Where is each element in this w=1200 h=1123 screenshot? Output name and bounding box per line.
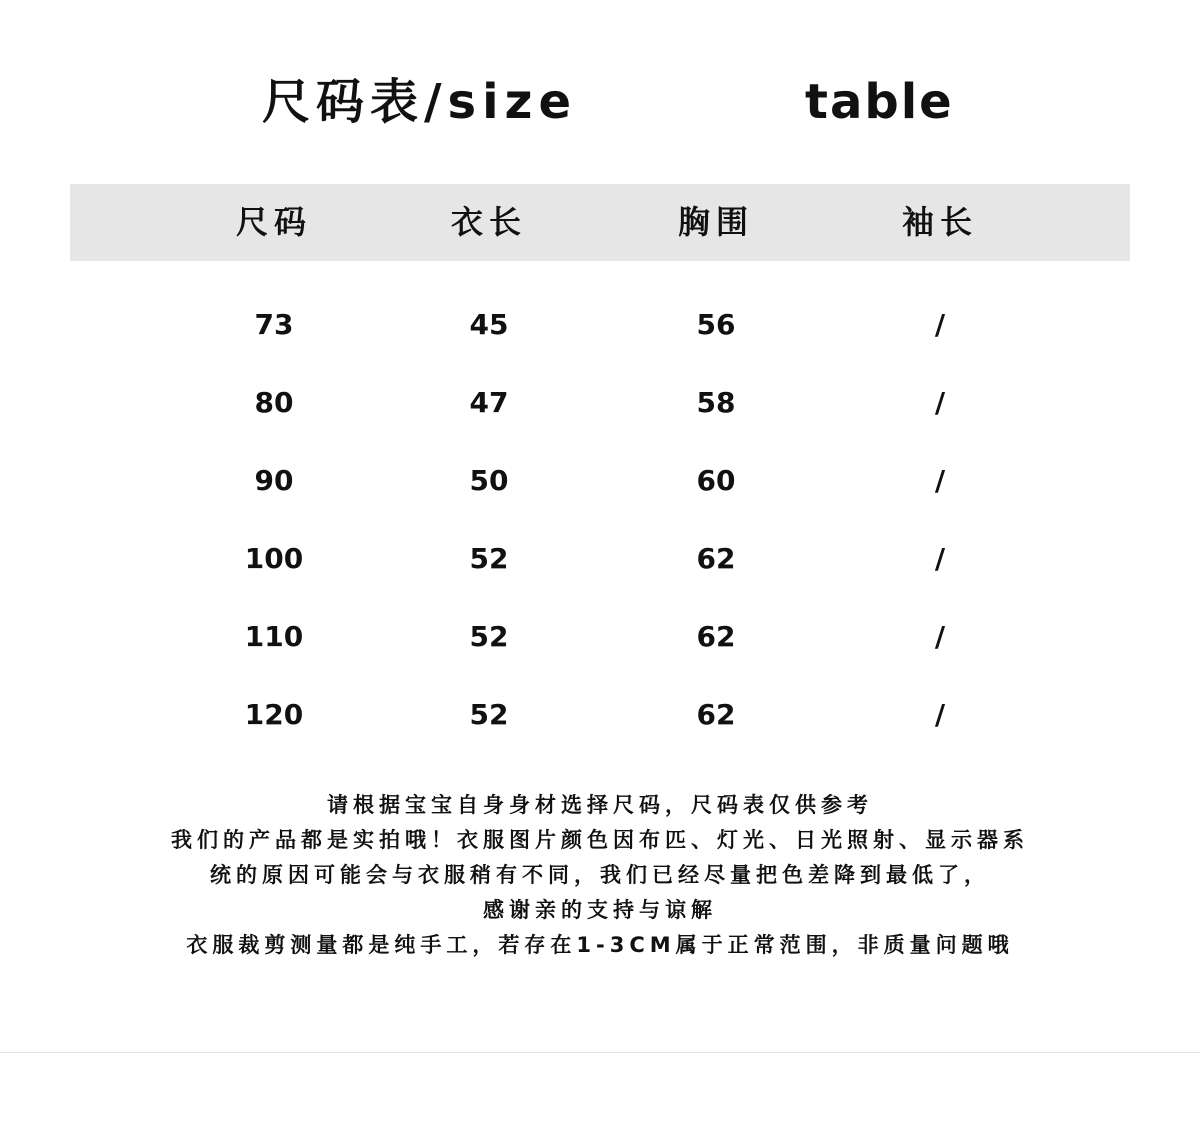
cell-length: 50 [469,464,509,497]
note-line: 感谢亲的支持与谅解 [483,898,717,922]
title-left: 尺码表/size [262,74,578,130]
cell-size: 90 [254,464,294,497]
title-right: table [805,74,954,130]
header-length: 衣长 [450,203,527,241]
cell-size: 73 [254,308,294,341]
table-row [0,364,1200,442]
cell-length: 52 [469,698,509,731]
cell-chest: 58 [696,386,736,419]
cell-sleeve: / [934,698,946,731]
table-row [0,520,1200,598]
size-table-title [0,62,1200,142]
cell-sleeve: / [934,464,946,497]
cell-size: 100 [244,542,304,575]
note-line: 请根据宝宝自身身材选择尺码，尺码表仅供参考 [327,793,873,817]
cell-length: 47 [469,386,509,419]
cell-sleeve: / [934,620,946,653]
cell-sleeve: / [934,308,946,341]
cell-chest: 56 [696,308,736,341]
table-header-row [0,184,1200,261]
cell-size: 120 [244,698,304,731]
cell-size: 80 [254,386,294,419]
cell-length: 52 [469,620,509,653]
cell-size: 110 [244,620,304,653]
table-row [0,442,1200,520]
note-line: 统的原因可能会与衣服稍有不同，我们已经尽量把色差降到最低了， [210,863,990,887]
cell-chest: 60 [696,464,736,497]
note-line: 衣服裁剪测量都是纯手工，若存在1-3CM属于正常范围，非质量问题哦 [186,933,1014,957]
bottom-divider [0,1052,1200,1053]
cell-chest: 62 [696,542,736,575]
table-row [0,598,1200,676]
size-notes [0,788,1200,963]
table-row [0,676,1200,754]
table-body [0,286,1200,754]
header-chest: 胸围 [677,203,754,241]
cell-sleeve: / [934,386,946,419]
cell-length: 45 [469,308,509,341]
cell-chest: 62 [696,698,736,731]
header-size: 尺码 [235,203,312,241]
cell-chest: 62 [696,620,736,653]
cell-sleeve: / [934,542,946,575]
header-sleeve: 袖长 [901,203,978,241]
note-line: 我们的产品都是实拍哦！衣服图片颜色因布匹、灯光、日光照射、显示器系 [171,828,1029,852]
table-row [0,286,1200,364]
cell-length: 52 [469,542,509,575]
